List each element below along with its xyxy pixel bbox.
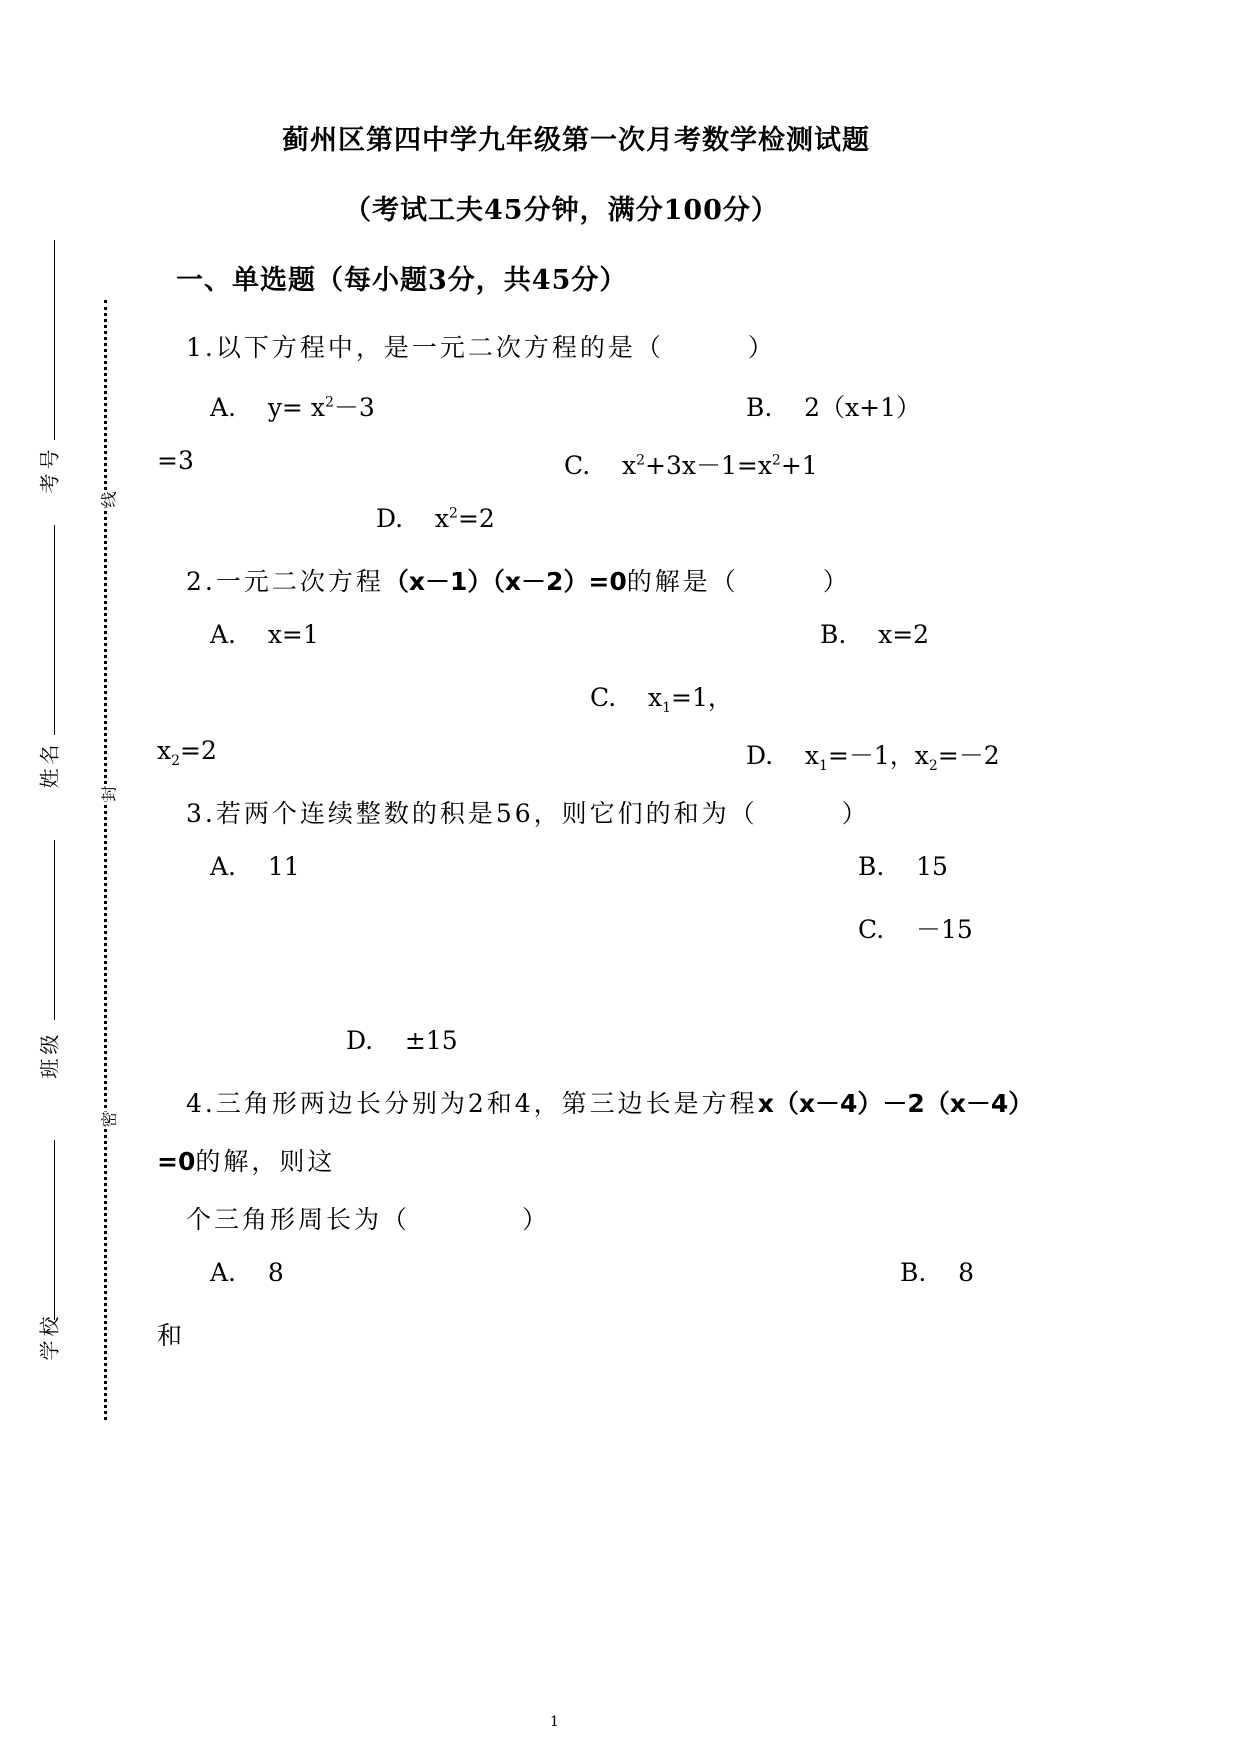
option-label: B. [820,620,847,649]
page-title: 蓟州区第四中学九年级第一次月考数学检测试题 [282,125,870,156]
q2-option-c: C. $x_1=1$， [590,683,733,716]
question-1-stem [186,328,776,364]
question-2-stem: 2.一元二次方程（x－1）（x－2）=0的解是（ ） [186,567,851,596]
option-label: A. [210,393,237,422]
option-label: C. [564,451,591,480]
q2-option-b: B. x=2 [820,620,930,649]
section-heading: 一、单选题（每小题3分，共45分） [176,265,628,296]
question-4-stem: 4.三角形两边长分别为2和4，第三边长是方程x（x－4）－2（x－4） [186,1089,1034,1118]
question-number: 1. [186,333,216,362]
question-number: 2. [186,567,216,596]
q1-option-b: B. 2（x+1） [746,393,921,422]
binding-label-school: 学校 [37,1312,62,1361]
binding-label-exam-number: 考号 [37,445,62,494]
option-label: B. [746,393,773,422]
q2-option-c-wrap: $x_2=2$ [157,736,217,769]
binding-line-2 [54,525,55,735]
binding-line-4 [54,1140,55,1320]
option-label: C. [858,915,885,944]
page-subtitle: （考试工夫45分钟，满分100分） [344,195,779,226]
binding-line-3 [54,840,55,1020]
seal-dotted-line [104,300,107,1420]
q3-option-b: B. 15 [858,852,948,881]
q3-option-c: C. －15 [858,915,973,944]
q3-option-a: A. 11 [210,852,300,881]
seal-char-line: 线 [97,491,120,507]
question-number: 3. [186,799,216,828]
binding-line-top [54,240,55,440]
q1-option-d: D. $x^2=2$ [376,504,495,533]
binding-label-class: 班级 [37,1030,62,1079]
q2-option-a: A. x=1 [210,620,319,649]
question-4-stem-line2: =0的解，则这 [157,1147,336,1176]
option-label: D. [376,504,404,533]
option-label: D. [346,1026,374,1055]
q4-option-a: A. 8 [210,1258,284,1287]
option-label: A. [210,1258,237,1287]
question-text: 以下方程中，是一元二次方程的是（ ） [215,333,776,362]
question-number: 4. [186,1089,216,1118]
q2-option-d: D. $x_1=-1$，$x_2=-2$ [746,741,1000,774]
q3-option-d: D. ±15 [346,1026,458,1055]
q4-option-b: B. 8 [900,1258,975,1287]
q1-option-b-wrap: =3 [157,446,194,475]
binding-label-name: 姓名 [37,740,62,789]
q1-option-c: C. $x^2+3x-1=x^2+1$ [564,451,818,480]
question-3-stem: 3.若两个连续整数的积是56，则它们的和为（ ） [186,799,870,828]
q4-option-b-wrap: 和 [157,1321,183,1350]
option-label: A. [210,852,237,881]
option-label: B. [858,852,885,881]
option-label: B. [900,1258,927,1287]
page-number: 1 [550,1714,559,1730]
option-label: D. [746,741,774,770]
option-label: A. [210,620,237,649]
question-4-stem-line3: 个三角形周长为（ ） [186,1205,551,1234]
seal-char-secret: 密 [97,1111,120,1127]
option-label: C. [590,683,617,712]
seal-char-seal: 封 [97,785,120,801]
q1-option-a: A. $y= x^2-3$ [210,393,375,422]
